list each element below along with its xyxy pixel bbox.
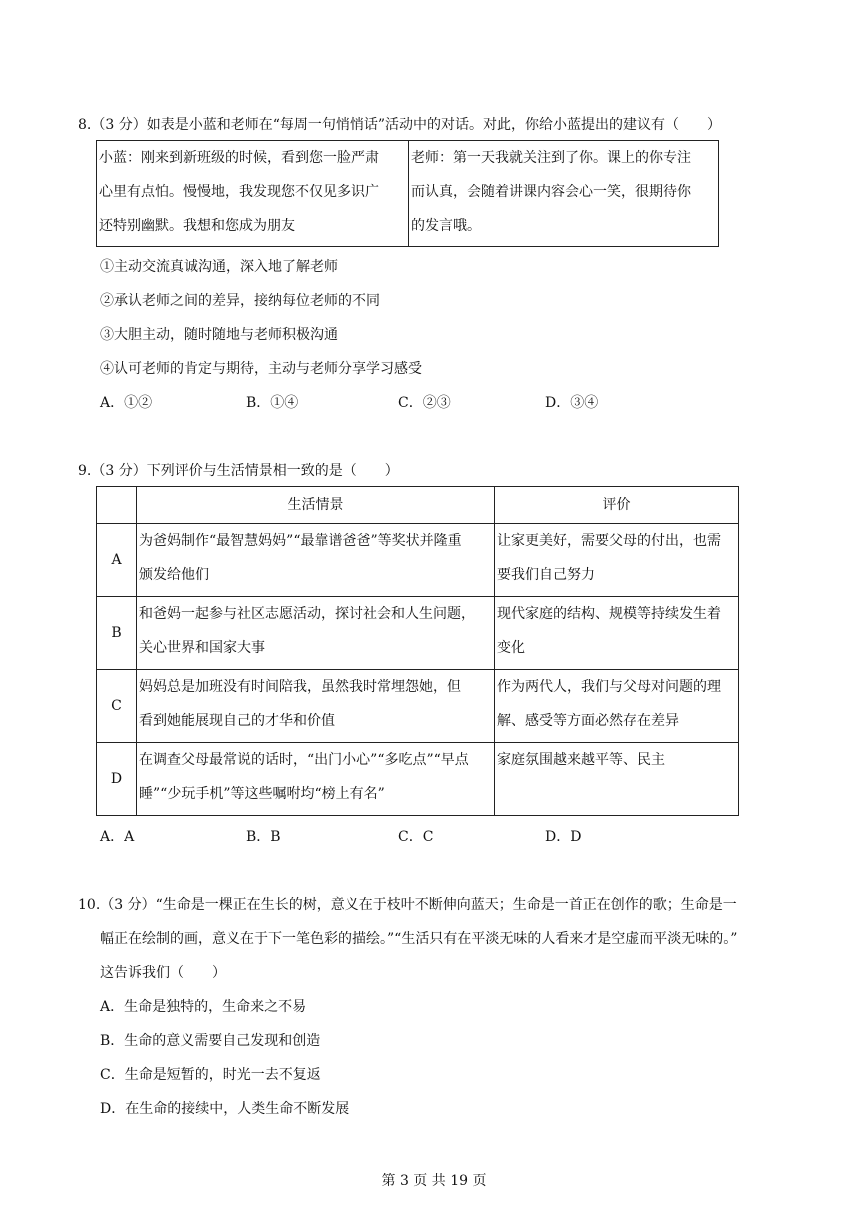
q10-stem-line: 这告诉我们（ ）: [100, 965, 226, 981]
q9-eval-line: 现代家庭的结构、规模等持续发生着: [497, 606, 721, 622]
q8-dialogue-table: [96, 140, 719, 247]
q10-choice-a[interactable]: A．生命是独特的，生命来之不易: [100, 999, 307, 1015]
q9-eval-cell: [495, 670, 739, 743]
q8-student-line: 心里有点怕。慢慢地，我发现您不仅见多识广: [99, 184, 379, 200]
q9-header-eval: 评价: [495, 487, 739, 524]
q9-choice-a[interactable]: A．A: [100, 829, 135, 845]
q10-choice-d[interactable]: D．在生命的接续中，人类生命不断发展: [100, 1101, 350, 1117]
q10-choice-b[interactable]: B．生命的意义需要自己发现和创造: [100, 1033, 321, 1049]
q9-eval-cell: [495, 524, 739, 597]
q8-choice-c[interactable]: C．②③: [398, 395, 451, 411]
q9-scene-line: 睡”“少玩手机”等这些嘱咐均“榜上有名”: [139, 786, 385, 802]
q9-row-letter: D: [97, 743, 137, 816]
q8-statement-4: ④认可老师的肯定与期待，主动与老师分享学习感受: [100, 361, 422, 377]
q9-scene-line: 关心世界和国家大事: [139, 640, 265, 656]
q9-row-a: [97, 524, 739, 597]
q9-eval-cell: [495, 597, 739, 670]
q9-scene-cell: [137, 597, 495, 670]
q9-eval-line: 让家更美好，需要父母的付出，也需: [497, 533, 721, 549]
q8-choice-b[interactable]: B．①④: [246, 395, 299, 411]
q8-choice-d[interactable]: D．③④: [545, 395, 599, 411]
q9-scene-line: 在调查父母最常说的话时，“出门小心”“多吃点”“早点: [139, 752, 469, 768]
q9-choice-c[interactable]: C．C: [398, 829, 434, 845]
q8-student-line: 还特别幽默。我想和您成为朋友: [99, 218, 295, 234]
q10-stem-line: 幅正在绘制的画，意义在于下一笔色彩的描绘。”“生活只有在平淡无味的人看来才是空虚而平淡无味的。”: [100, 931, 738, 947]
q9-row-letter: B: [97, 597, 137, 670]
q9-scene-cell: [137, 524, 495, 597]
q8-student-line: 小蓝：刚来到新班级的时候，看到您一脸严肃: [99, 150, 379, 166]
q9-row-b: [97, 597, 739, 670]
q9-table: [96, 486, 739, 816]
q8-statement-2: ②承认老师之间的差异，接纳每位老师的不同: [100, 293, 380, 309]
q8-teacher-line: 的发言哦。: [411, 218, 481, 234]
q9-scene-line: 看到她能展现自己的才华和价值: [139, 713, 335, 729]
q9-row-c: [97, 670, 739, 743]
q9-eval-line: 家庭氛围越来越平等、民主: [497, 752, 665, 768]
q8-student-cell: [97, 141, 409, 247]
q9-eval-line: 解、感受等方面必然存在差异: [497, 713, 679, 729]
q10-stem-line: 10.（3 分）“生命是一棵正在生长的树，意义在于枝叶不断伸向蓝天；生命是一首正在创作的歌；生命是一: [78, 897, 737, 913]
q8-teacher-line: 而认真，会随着讲课内容会心一笑，很期待你: [411, 184, 691, 200]
page-footer: 第 3 页 共 19 页: [381, 1173, 487, 1189]
q8-teacher-line: 老师：第一天我就关注到了你。课上的你专注: [411, 150, 691, 166]
q9-header-scene: 生活情景: [137, 487, 495, 524]
q9-scene-cell: [137, 670, 495, 743]
q9-choice-d[interactable]: D．D: [545, 829, 582, 845]
q9-choice-b[interactable]: B．B: [246, 829, 281, 845]
q9-row-letter: A: [97, 524, 137, 597]
q8-choice-a[interactable]: A．①②: [100, 395, 153, 411]
q9-stem: 9.（3 分）下列评价与生活情景相一致的是（ ）: [78, 463, 399, 479]
q9-scene-line: 颁发给他们: [139, 567, 209, 583]
q8-teacher-cell: [409, 141, 719, 247]
q10-choice-c[interactable]: C．生命是短暂的，时光一去不复返: [100, 1067, 321, 1083]
q9-row-letter: C: [97, 670, 137, 743]
q9-eval-line: 要我们自己努力: [497, 567, 595, 583]
q9-header-blank: [97, 487, 137, 524]
q9-scene-line: 为爸妈制作“最智慧妈妈”“最靠谱爸爸”等奖状并隆重: [139, 533, 462, 549]
q9-row-d: [97, 743, 739, 816]
q9-scene-line: 妈妈总是加班没有时间陪我，虽然我时常埋怨她，但: [139, 679, 461, 695]
q8-statement-1: ①主动交流真诚沟通，深入地了解老师: [100, 259, 338, 275]
q9-scene-line: 和爸妈一起参与社区志愿活动，探讨社会和人生问题，: [139, 606, 475, 622]
q9-eval-line: 作为两代人，我们与父母对问题的理: [497, 679, 721, 695]
q9-eval-line: 变化: [497, 640, 525, 656]
q9-scene-cell: [137, 743, 495, 816]
q8-stem: 8.（3 分）如表是小蓝和老师在“每周一句悄悄话”活动中的对话。对此，你给小蓝提出的建议有（ ）: [78, 117, 722, 133]
q9-eval-cell: [495, 743, 739, 816]
q8-statement-3: ③大胆主动，随时随地与老师积极沟通: [100, 327, 338, 343]
